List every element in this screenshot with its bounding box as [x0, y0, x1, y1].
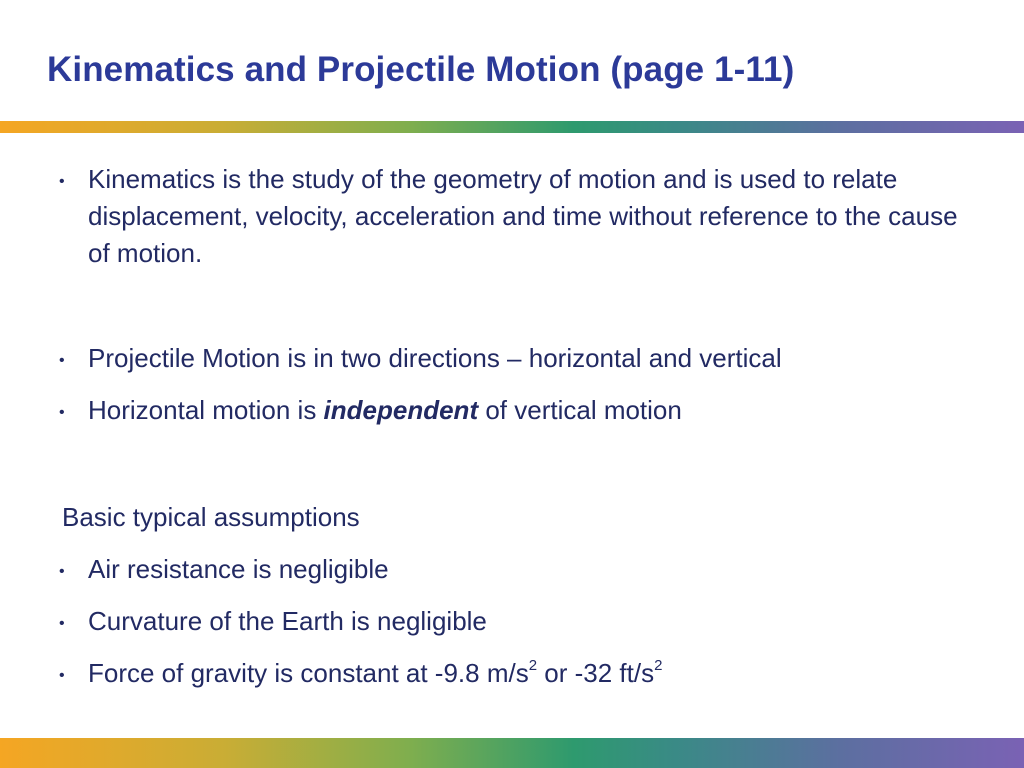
assumption-gravity-constant [88, 655, 968, 692]
bullet-projectile-directions: Projectile Motion is in two directions – horizontal and vertical [88, 343, 782, 373]
bullet-glyph: • [59, 667, 65, 684]
bullet-glyph: • [59, 173, 65, 190]
footer-gradient-bar [0, 738, 1024, 768]
bullet-text-part: Horizontal motion is [88, 395, 324, 425]
bullet-horizontal-independent [88, 392, 968, 429]
bullet-glyph: • [59, 404, 65, 421]
assumption-earth-curvature: Curvature of the Earth is negligible [88, 606, 487, 636]
bullet-glyph: • [59, 615, 65, 632]
assumptions-heading: Basic typical assumptions [62, 502, 360, 532]
bullet-text-part: of vertical motion [478, 395, 682, 425]
bullet-glyph: • [59, 352, 65, 369]
bullet-kinematics-definition: Kinematics is the study of the geometry of motion and is used to relate displacement, velocity, acceleration and time without reference to the cause of motion. [88, 164, 958, 268]
superscript-squared: 2 [654, 657, 663, 675]
slide-title: Kinematics and Projectile Motion (page 1-11) [47, 50, 795, 89]
superscript-squared: 2 [528, 657, 538, 675]
emphasis-independent: independent [323, 395, 479, 425]
gravity-text-prefix: Force of gravity is constant at -9.8 m/s [88, 658, 529, 688]
assumption-air-resistance: Air resistance is negligible [88, 554, 389, 584]
gravity-text-middle: or -32 ft/s [537, 658, 655, 688]
bullet-glyph: • [59, 563, 65, 580]
